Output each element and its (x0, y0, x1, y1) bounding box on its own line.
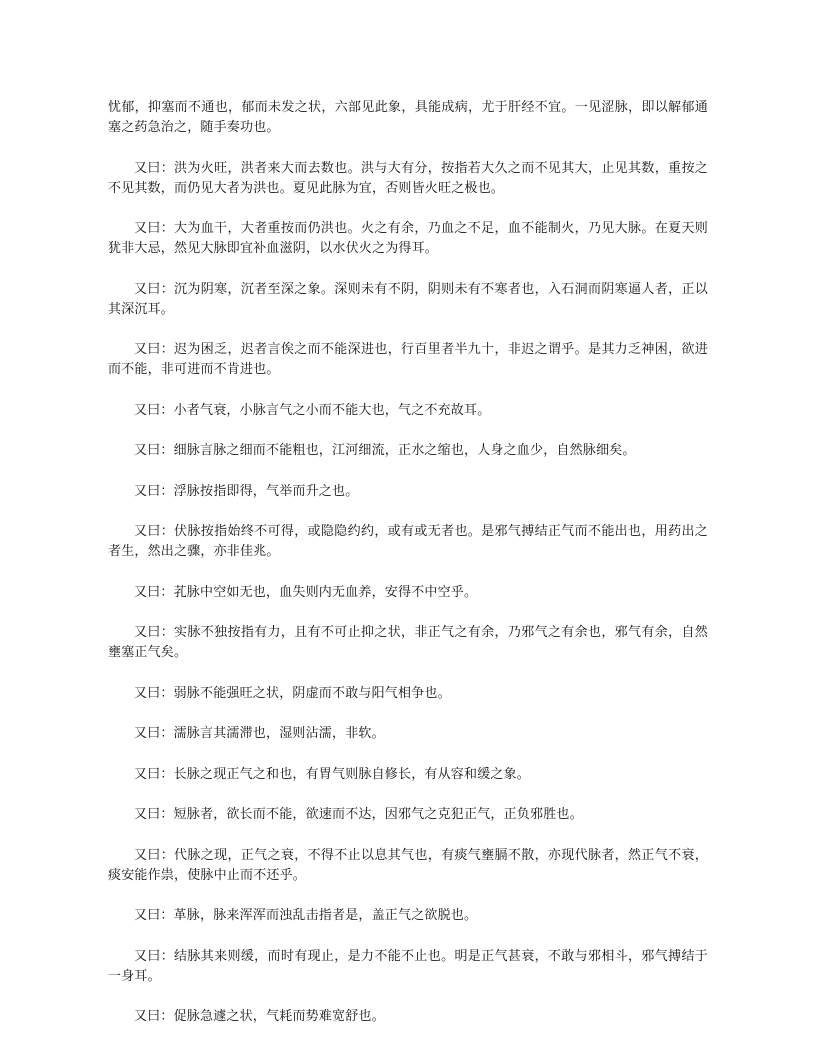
paragraph-6: 又曰：小者气衰，小脉言气之小而不能大也，气之不充故耳。 (134, 402, 491, 418)
paragraph-3: 又曰：大为血干，大者重按而仍洪也。火之有余，乃血之不足，血不能制火，乃见大脉。在夏天则犹非大忌，然见大脉即宜补血滋阴，以水伏火之为得耳。 (108, 221, 708, 256)
paragraph-8: 又曰：浮脉按指即得，气举而升之也。 (134, 483, 359, 499)
paragraph-16: 又曰：代脉之现，正气之衰，不得不止以息其气也，有痰气壅膈不散，亦现代脉者，然正气不衰，痰安能作祟，使脉中止而不还乎。 (108, 847, 708, 883)
paragraph-9: 又曰：伏脉按指始终不可得，或隐隐约约，或有或无者也。是邪气搏结正气而不能出也，用药出之者生，然出之骤，亦非佳兆。 (108, 524, 708, 559)
paragraph-13: 又曰：濡脉言其濡滞也，湿则沾濡，非软。 (134, 726, 385, 741)
paragraph-14: 又曰：长脉之现正气之和也，有胃气则脉自修长，有从容和缓之象。 (134, 766, 531, 782)
paragraph-18: 又曰：结脉其来则缓，而时有现止，是力不能不止也。明是正气甚衰，不敢与邪相斗，邪气搏结于一身耳。 (108, 948, 708, 984)
paragraph-7: 又曰：细脉言脉之细而不能粗也，江河细流，正水之缩也，人身之血少，自然脉细矣。 (134, 443, 636, 458)
paragraph-4: 又曰：沉为阴寒，沉者至深之象。深则未有不阴，阴则未有不寒者也，入石洞而阴寒逼人者，正以其深沉耳。 (108, 281, 708, 317)
document-page (108, 98, 708, 1048)
paragraph-11: 又曰：实脉不独按指有力，且有不可止抑之状，非正气之有余，乃邪气之有余也，邪气有余，自然壅塞正气矣。 (108, 625, 708, 660)
paragraph-5: 又曰：迟为困乏，迟者言俟之而不能深进也，行百里者半九十，非迟之谓乎。是其力乏神困，欲进而不能，非可进而不肯进也。 (108, 342, 708, 377)
paragraph-15: 又曰：短脉者，欲长而不能，欲速而不达，因邪气之克犯正气，正负邪胜也。 (134, 807, 583, 822)
paragraph-1: 忧郁，抑塞而不通也，郁而未发之状，六部见此象，具能成病，尤于肝经不宜。一见涩脉，即以解郁通塞之药急治之，随手奏功也。 (108, 100, 708, 135)
paragraph-2: 又曰：洪为火旺，洪者来大而去数也。洪与大有分，按指若大久之而不见其大，止见其数，重按之不见其数，而仍见大者为洪也。夏见此脉为宜，否则皆火旺之极也。 (108, 160, 708, 196)
paragraph-19: 又曰：促脉急遽之状，气耗而势难宽舒也。 (134, 1009, 385, 1024)
paragraph-12: 又曰：弱脉不能强旺之状，阴虚而不敢与阳气相争也。 (134, 685, 451, 701)
paragraph-10: 又曰：芤脉中空如无也，血失则内无血养，安得不中空乎。 (134, 584, 478, 600)
paragraph-17: 又曰：革脉，脉来浑浑而浊乱击指者是，盖正气之欲脱也。 (134, 908, 478, 923)
